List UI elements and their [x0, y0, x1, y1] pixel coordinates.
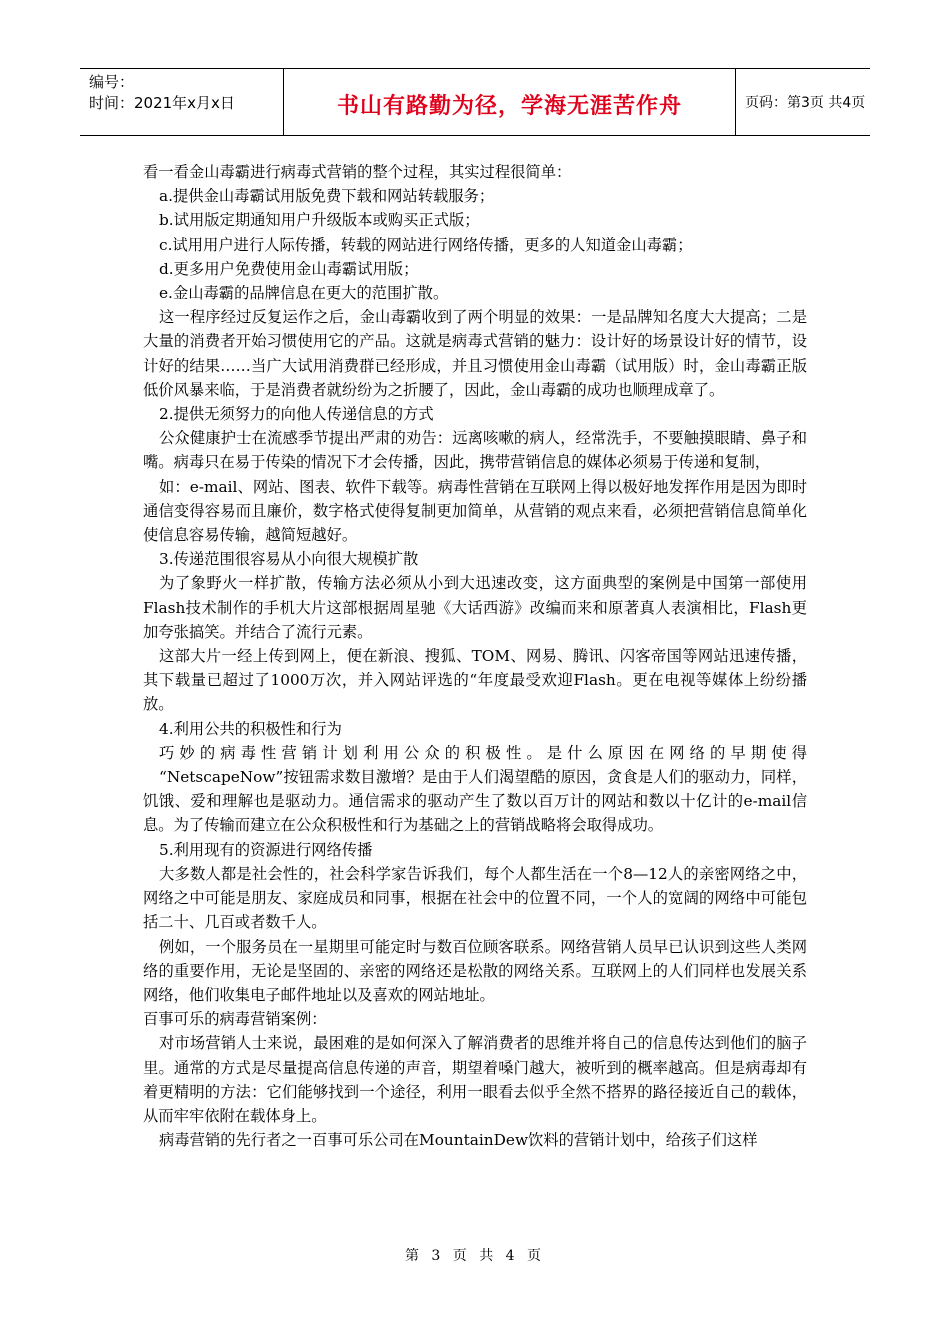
paragraph: 公众健康护士在流感季节提出严肃的劝告：远离咳嗽的病人，经常洗手，不要触摸眼睛、鼻子和嘴。病毒只在易于传染的情况下才会传播，因此，携带营销信息的媒体必须易于传递和复制，: [143, 429, 807, 472]
list-item: a.提供金山毒霸试用版免费下载和网站转载服务；: [159, 187, 495, 206]
paragraph: 对市场营销人士来说，最困难的是如何深入了解消费者的思维并将自己的信息传达到他们的脑子里。通常的方式是尽量提高信息传递的声音，期望着嗓门越大，被听到的概率越高。但是病毒却有着更精明的方法：它们能够找到一个途径，利用一眼看去似乎全然不搭界的路径接近自己的载体，从而牢牢依附在载体身上。: [143, 1034, 807, 1125]
document-body: [143, 160, 807, 1152]
document-number-label: 编号：: [89, 73, 135, 91]
paragraph: 病毒营销的先行者之一百事可乐公司在MountainDew饮料的营销计划中，给孩子们这样: [159, 1131, 758, 1150]
paragraph: 例如，一个服务员在一星期里可能定时与数百位顾客联系。网络营销人员早已认识到这些人类网络的重要作用，无论是坚固的、亲密的网络还是松散的网络关系。互联网上的人们同样也发展关系网络，他们收集电子邮件地址以及喜欢的网站地址。: [143, 937, 807, 1004]
section-heading: 2.提供无须努力的向他人传递信息的方式: [159, 405, 434, 424]
paragraph: 这部大片一经上传到网上，便在新浪、搜狐、TOM、网易、腾讯、闪客帝国等网站迅速传播，其下载量已超过了1000万次，并入网站评选的“年度最受欢迎Flash。更在电视等媒体上纷纷播放。: [143, 647, 807, 714]
page-footer: 第 3 页 共 4 页: [404, 1248, 546, 1264]
list-item: b.试用版定期通知用户升级版本或购买正式版；: [159, 211, 480, 230]
paragraph: 看一看金山毒霸进行病毒式营销的整个过程，其实过程很简单：: [143, 163, 572, 181]
header-motto: 书山有路勤为径，学海无涯苦作舟: [284, 69, 736, 135]
document-time-label: 时间：2021年x月x日: [89, 94, 235, 112]
paragraph: 为了象野火一样扩散，传输方法必须从小到大迅速改变，这方面典型的案例是中国第一部使用Flash技术制作的手机大片这部根据周星驰《大话西游》改编而来和原著真人表演相比，Flash更加夸张搞笑。并结合了流行元素。: [143, 574, 807, 641]
list-item: c.试用用户进行人际传播，转载的网站进行网络传播，更多的人知道金山毒霸；: [159, 235, 693, 254]
header-info-cell: [80, 69, 284, 135]
section-heading: 5.利用现有的资源进行网络传播: [159, 840, 373, 859]
header-table: [80, 68, 870, 136]
paragraph: “NetscapeNow”按钮需求数目激增？是由于人们渴望酷的原因，贪食是人们的驱动力，同样，饥饿、爱和理解也是驱动力。通信需求的驱动产生了数以百万计的网站和数以十亿计的e-mail信息。为了传输而建立在公众积极性和行为基础之上的营销战略将会取得成功。: [143, 768, 807, 835]
section-heading: 百事可乐的病毒营销案例：: [143, 1010, 327, 1029]
paragraph: 巧妙的病毒性营销计划利用公众的积极性。是什么原因在网络的早期使得: [159, 743, 807, 762]
paragraph: 如：e-mail、网站、图表、软件下载等。病毒性营销在互联网上得以极好地发挥作用是因为即时通信变得容易而且廉价，数字格式使得复制更加简单，从营销的观点来看，必须把营销信息简单化使信息容易传输，越简短越好。: [143, 477, 807, 545]
list-item: d.更多用户免费使用金山毒霸试用版；: [159, 259, 419, 278]
section-heading: 4.利用公共的积极性和行为: [159, 719, 342, 738]
paragraph: 大多数人都是社会性的，社会科学家告诉我们，每个人都生活在一个8—12人的亲密网络之中，网络之中可能是朋友、家庭成员和同事，根据在社会中的位置不同，一个人的宽阔的网络中可能包括二十、几百或者数千人。: [143, 864, 807, 932]
list-item: e.金山毒霸的品牌信息在更大的范围扩散。: [159, 284, 449, 303]
paragraph: 这一程序经过反复运作之后，金山毒霸收到了两个明显的效果：一是品牌知名度大大提高；二是大量的消费者开始习惯使用它的产品。这就是病毒式营销的魅力：设计好的场景设计好的情节，设计好的结果……当广大试用消费群已经形成，并且习惯使用金山毒霸（试用版）时，金山毒霸正版低价风暴来临，于是消费者就纷纷为之折腰了，因此，金山毒霸的成功也顺理成章了。: [143, 308, 807, 399]
section-heading: 3.传递范围很容易从小向很大规模扩散: [159, 550, 419, 569]
header-page-label: 页码：第3页 共4页: [745, 95, 866, 111]
